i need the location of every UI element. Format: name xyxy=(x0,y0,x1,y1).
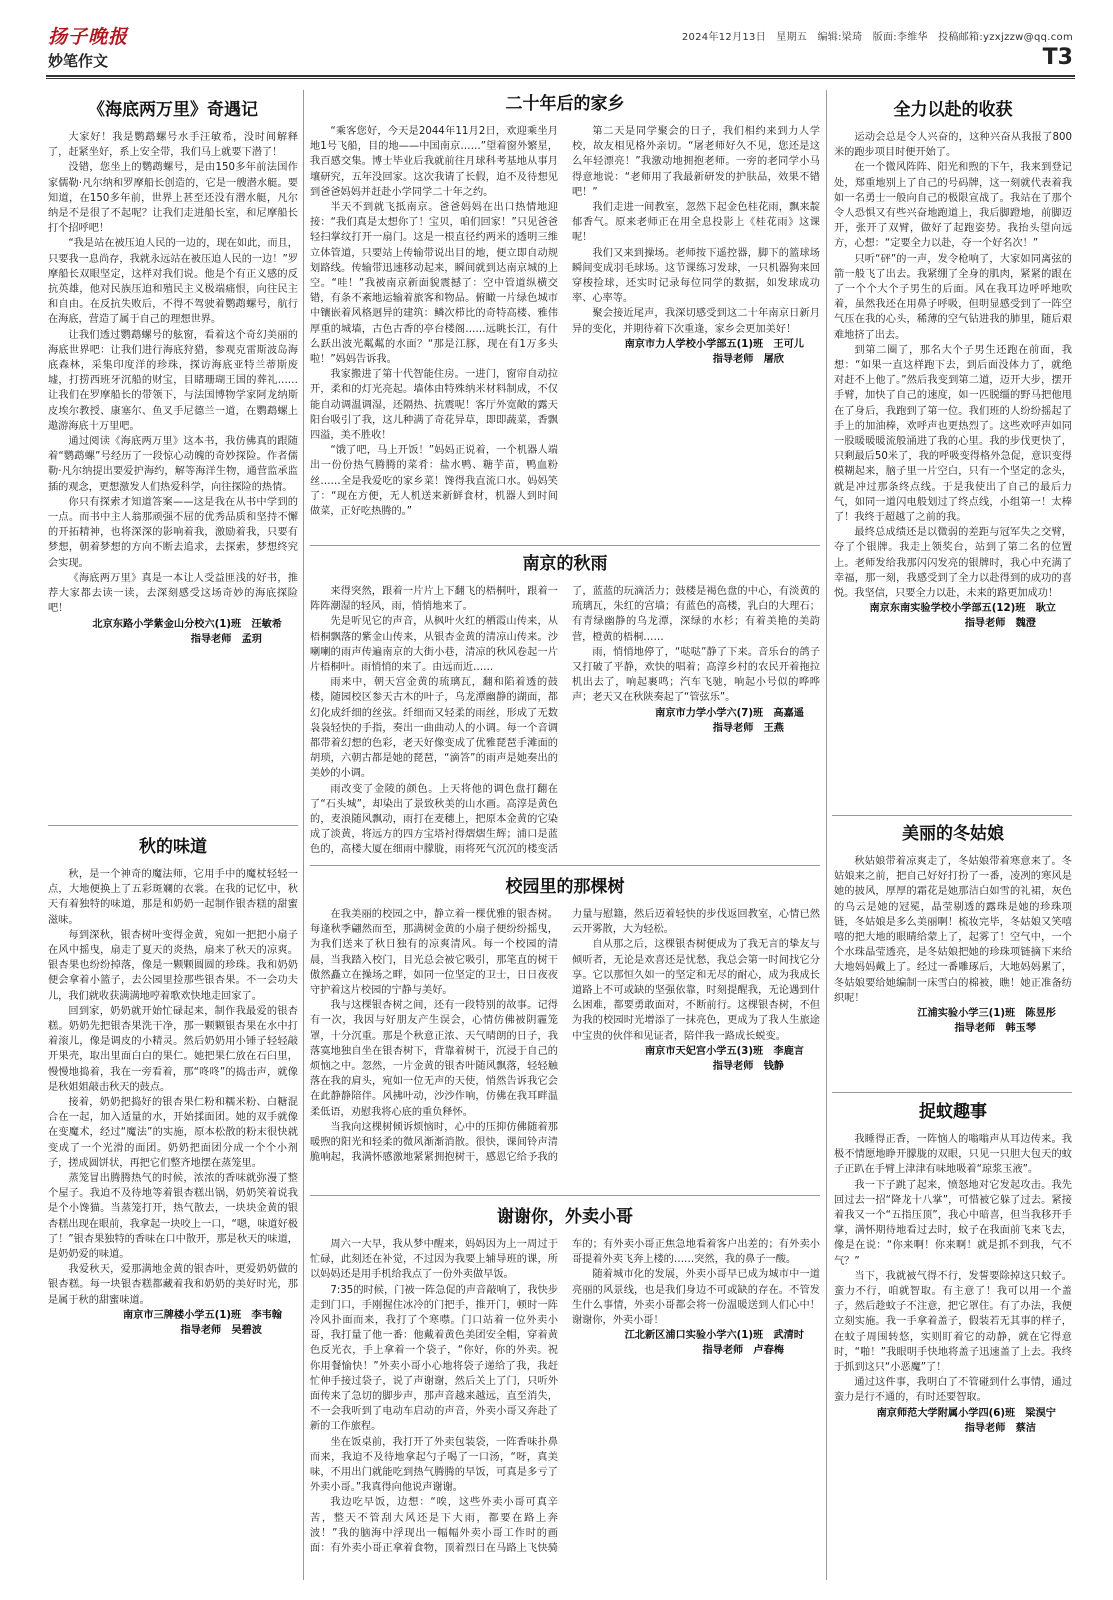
article-divider xyxy=(832,1092,1072,1093)
paragraph: 没错，您坐上的鹦鹉螺号，是由150多年前法国作家儒勒·凡尔纳和罗摩船长创造的，它是一艘潜水艇。要知道，在150多年前，世界上甚至还没有潜水艇，凡尔纳是不是很了不起呢？让我们走进船长室，和尼摩船长打个招呼吧！ xyxy=(48,162,298,235)
article-title: 美丽的冬姑娘 xyxy=(902,824,1004,844)
teacher-line: 指导老师 屠欣 xyxy=(712,353,784,365)
paragraph: 自从那之后，这棵银杏树便成为了我无言的挚友与倾听者，无论是欢喜还是忧愁，我总会第一时间找它分享。它以那恒久如一的坚定和无尽的耐心，成为我成长道路上不可或缺的坚强依靠，时刻提醒我，无论遇到什么困难，都要勇敢面对，不断前行。这棵银杏树，不但为我的校园时光增添了一抹亮色，更成为了我人生旅途中宝贵的伙伴和见证者，陪伴我一路成长蜕变。 xyxy=(572,939,820,1042)
issue-info: 2024年12月13日 星期五 编辑:梁琦 版面:李维华 投稿邮箱:yzxjzzw@qq.com xyxy=(681,32,1073,43)
teacher-line: 指导老师 王燕 xyxy=(712,722,784,734)
paragraph: 让我们透过鹦鹉螺号的舷窗，看着这个奇幻美丽的海底世界吧：让我们进行海底狩猎，参观克雷斯波岛海底森林，采集印度洋的珍珠，探访海底亚特兰蒂斯废墟，打捞西班牙沉船的财宝，目睹珊瑚王国的葬礼……让我们在罗摩船长的带领下，与法国博物学家阿龙纳斯皮埃尔教授、康塞尔、鱼叉手尼德兰一道，在鹦鹉螺上遨游海底十万里吧。 xyxy=(48,329,298,432)
paragraph: 《海底两万里》真是一本让人受益匪浅的好书，推荐大家都去读一读，去深刻感受这场奇妙的海底探险吧！ xyxy=(48,572,298,615)
paragraph: 我们走进一间教室，忽然下起金色桂花雨，飘来靛郁香气。原来老师正在用全息投影上《桂花雨》这课呢！ xyxy=(572,202,820,244)
article-title: 秋的味道 xyxy=(139,837,207,857)
article-mosquito xyxy=(834,1100,1072,1585)
paragraph: 我家搬进了第十代智能住房。一进门，窗帘自动拉开，柔和的灯光亮起。墙体由特殊纳米材料制成，不仅能自动调温调湿，还隔热、抗震呢！客厅外宽敞的露天阳台吸引了我，这儿种满了奇花异草，即即蔬菜，香飘四溢，美不胜收！ xyxy=(310,369,558,442)
paragraph: 蒸笼冒出腾腾热气的时候，浓浓的香味就弥漫了整个屋子。我迫不及待地等着银杏糕出锅，奶奶笑着说我是个小馋猫。当蒸笼打开，热气散去，一块块金黄的银杏糕出现在眼前，我拿起一块咬上一口，“嗯，味道好极了！”银杏果独特的香味在口中散开，那是秋天的味道，是奶奶爱的味道。 xyxy=(48,1173,298,1261)
page-number: T3 xyxy=(1042,45,1073,70)
header-rule-thin xyxy=(46,78,1075,79)
paragraph: 通过阅读《海底两万里》这本书，我仿佛真的跟随着“鹦鹉螺”号经历了一段惊心动魄的奇妙探险。作者儒勒·凡尔纳提出要爱护海约，解等海洋生物，通营监承监插的观念，更想激发人们热爱科学，向往探险的热情。 xyxy=(48,436,298,493)
paragraph: 先是听见它的声音，从枫叶火红的栖霞山传来，从梧桐飘落的紫金山传来，从银杏金黄的清凉山传来。沙喇喇的雨声传遍南京的大街小巷，清凉的秋风卷起一片片梧桐叶。雨悄悄的来了。由远而近…… xyxy=(310,616,558,674)
paragraph: 半天不到就飞抵南京。爸爸妈妈在出口热情地迎接：“我们真是太想你了！宝贝，咱们回家！”只见爸爸轻扫掌纹打开一扇门。这是一根直径约两米的透明三维立体管道，只要站上传输带说出目的地，便立即自动规划路线。传输带迅速移动起来，瞬间就到达南京城的上空。“哇！”我被南京新面貌震撼了：空中管道纵横交错，有条不紊地运输着旅客和物品。俯瞰一片绿色城市中镶嵌着风格迥异的建筑：鳞次栉比的奇特高楼、雅伟厚重的城墙，古色古香的亭台楼阁……远眺长江，有什么跃出波光粼粼的水面？“那是江豚，现在有1万多头啦！”妈妈告诉我。 xyxy=(310,202,558,366)
paragraph: 聚会接近尾声，我深切感受到这二十年南京日新月异的变化，并期待着下次重逢，家乡会更加美好！ xyxy=(572,308,820,335)
teacher-line: 指导老师 蔡洁 xyxy=(964,1422,1036,1434)
author-line: 南京师范大学附属小学四(6)班 梁淏宁 xyxy=(876,1407,1056,1419)
article-title: 二十年后的家乡 xyxy=(505,94,625,114)
paragraph: 回到家，奶奶就开始忙碌起来，制作我最爱的银杏糕。奶奶先把银杏果洗干净，那一颗颗银杏果在水中打着滚儿，像是调皮的小精灵。然后奶奶用小锤子轻轻敲开果壳，取出里面白白的果仁。她把果仁放在石臼里，慢慢地捣着，我在一旁看着，那“咚咚”的捣击声，就像是秋姐姐敲击秋天的鼓点。 xyxy=(48,1005,298,1093)
paragraph: 坐在饭桌前，我打开了外卖包装袋，一阵香味扑鼻而来，我迫不及待地拿起勺子喝了一口汤，“呀，真美味，不用出门就能吃到热气腾腾的早饭，可真是多亏了外卖小哥。”我真得向他说声谢谢。 xyxy=(310,1436,558,1494)
teacher-line: 指导老师 韩玉琴 xyxy=(954,1023,1036,1035)
paragraph: 秋，是一个神奇的魔法师，它用手中的魔杖轻轻一点，大地便换上了五彩斑斓的衣裳。在我的记忆中，秋天有着独特的味道，那是和奶奶一起制作银杏糕的甜蜜滋味。 xyxy=(48,869,298,926)
paragraph: 运动会总是令人兴奋的，这种兴奋从我报了800米的跑步项目时便开始了。 xyxy=(834,132,1072,159)
author-line: 南京东南实验学校小学部五(12)班 耿立 xyxy=(869,603,1056,615)
paragraph: 我们又来到操场。老师按下遥控器，脚下的篮球场瞬间变成羽毛球场。这节课练习发球，一只机器狗来回穿梭捡球，还实时记录每位同学的数据，如发球成功率、心率等。 xyxy=(572,247,820,305)
article-divider xyxy=(48,825,298,826)
author-line: 江北新区浦口实验小学六(1)班 武清时 xyxy=(624,1330,804,1342)
paragraph: 每到深秋，银杏树叶变得金黄，宛如一把把小扇子在风中摇曳，扇走了夏天的炎热，扇来了秋天的凉爽。银杏果也纷纷掉落，像是一颗颗圆圆的珍珠。我和奶奶便会拿着小篮子，去公园里捡那些银杏果。不一会功夫儿，我们就收获满满地哼着歌欢快地走回家了。 xyxy=(48,929,298,1002)
column-divider xyxy=(303,90,304,1580)
article-nanjing-rain xyxy=(310,552,820,862)
article-autumn-taste xyxy=(48,835,298,1585)
paragraph: 在一个微风阵阵、阳光和煦的下午，我来到登记处，郑重地别上了自己的号码牌，这一刻就代表着我如一名勇士一般向自己的极限宣战了。我站在了那个令人恐惧又有些兴奋地跑道上，我后脚蹬地，前脚迈开，张开了双臂，做好了起跑姿势。我抬头望向远方，心想：“定要全力以赴，夺一个好名次！” xyxy=(834,162,1072,250)
teacher-line: 指导老师 吴碧波 xyxy=(180,1324,262,1336)
column-divider xyxy=(826,90,827,1580)
article-title: 捉蚊趣事 xyxy=(919,1102,987,1122)
paragraph: 来得突然，跟着一片片上下翻飞的梧桐叶，跟着一阵阵潮湿的轻风，雨，悄悄地来了。 xyxy=(310,586,558,613)
article-title: 全力以赴的收获 xyxy=(893,100,1013,120)
paragraph: 雨，悄悄地停了，“哒哒”静了下来。音乐台的鸽子又打破了平静，欢快的唱着；高淳乡村的农民开着拖拉机出去了，响起裹鸣；汽车飞驰，响起小号似的哗哗声；老天又在秋陕奏起了“管弦乐”。 xyxy=(572,646,820,704)
teacher-line: 指导老师 孟玥 xyxy=(190,633,262,645)
article-campus-tree xyxy=(310,875,820,1193)
article-delivery xyxy=(310,1205,820,1585)
article-divider xyxy=(310,1195,820,1196)
author-line: 南京市三牌楼小学五(1)班 李韦翰 xyxy=(122,1309,282,1321)
paragraph: 当下，我就被气得不行，发誓要除掉这只蚊子。蛮力不行，咱就智取。有主意了！我可以用一个盖子，然后趁蚊子不注意，把它罩住。有了办法，我便立刻实施。我一手拿着盖子，假装若无其事的样子，在蚊子周围转悠，实则盯着它的动静，就在它得意时，“啪！”我眼明手快地将盖子迅速盖了上去。我终于抓到这只“小恶魔”了！ xyxy=(834,1270,1072,1374)
article-hometown-future xyxy=(310,92,820,542)
paragraph: 通过这件事，我明白了不管碰到什么事情，通过蛮力是行不通的，有时还要智取。 xyxy=(834,1377,1072,1404)
paragraph: 接着，奶奶把捣好的银杏果仁粉和糯米粉、白糖混合在一起，加入适量的水，开始揉面团。她的双手就像在变魔术，经过“魔法”的实施，原本松散的粉末很快就变成了一个光滑的面团。奶奶把面团分成一个个小剂子，搓成圆饼状，再把它们整齐地摆在蒸笼里。 xyxy=(48,1097,298,1169)
paragraph: 第二天是同学聚会的日子，我们相约来到力人学校，故友相见格外亲切。“屠老师好久不见，您还是这么年轻漂亮！”我激动地拥抱老师。一旁的老同学小马得意地说：“老师用了我最新研发的护肤品，效果不错吧！” xyxy=(572,126,820,198)
article-title: 谢谢你，外卖小哥 xyxy=(497,1207,633,1227)
article-sea xyxy=(48,98,298,823)
article-divider xyxy=(310,865,820,866)
paragraph: 到第二圈了，那名大个子男生还跑在前面，我想：“如果一直这样跑下去，到后面没体力了，就绝对赶不上他了。”然后我变到第二道，迈开大步，摆开手臂，加快了自己的速度，如一匹脱缰的野马把他甩在了身后，我跑到了第一位。我们班的人纷纷摇起了手上的加油棒，欢呼声也更热烈了。这些欢呼声如同一股暖暖暖流般涌进了我的心里。我的步伐更快了，只剩最后50米了，我的呼吸变得格外急促，意识变得模糊起来，脑子里一片空白，只有一个坚定的念头，就是冲过那条终点线。于是我使出了自己的最后力气，如同一道闪电般划过了终点线，小组第一！太棒了！我终于超越了之前的我。 xyxy=(834,344,1072,524)
article-title: 《海底两万里》奇遇记 xyxy=(88,100,258,120)
teacher-line: 指导老师 魏澄 xyxy=(964,618,1036,630)
paragraph: 只听“砰”的一声，发令枪响了，大家如同离弦的箭一般飞了出去。我紧绷了全身的肌肉，紧紧的跟在了一个个大个子男生的后面。风在我耳边呼呼地吹着，虽然我还在用鼻子呼吸，但明显感受到了一阵空气压在我的心头，稀薄的空气钻进我的肺里，随后艰难地挤了出去。 xyxy=(834,253,1072,341)
teacher-line: 指导老师 卢春梅 xyxy=(702,1345,784,1357)
author-line: 江浦实验小学三(1)班 陈昱彤 xyxy=(917,1008,1056,1020)
paragraph: 你只有探索才知道答案——这是我在从书中学到的一点。而书中主人翁那顽强不屈的优秀品质和坚持不懈的开拓精神，也将深深的影响着我，激励着我，只要有梦想，朝着梦想的方向不断去追求，去探索，梦想终究会实现。 xyxy=(48,496,298,569)
author-line: 南京市力学小学六(7)班 高嘉遥 xyxy=(655,707,804,719)
paragraph: 周六一大早，我从梦中醒来，妈妈因为上一周过于忙碌，此刻还在补觉，不过因为我要上辅导班的课，所以妈妈还是用手机给我点了一份外卖做早饭。 xyxy=(310,1239,558,1281)
paragraph: 大家好！我是鹦鹉螺号水手汪敏希，没时间解释了，赶紧坐好，系上安全带，我们马上就要下潜了！ xyxy=(48,132,298,159)
paragraph: 在我美丽的校园之中，静立着一棵优雅的银杏树。每逢秋季翩然而至，那满树金黄的小扇子便纷纷摇曳，为我们送来了秋日独有的凉爽清风。每一个校园的清晨，当我踏入校门，目光总会被它吸引，那笔直的树干傲然矗立在操场之畔，如同一位坚定的卫士，日日夜夜守护着这片校园的宁静与美好。 xyxy=(310,909,558,997)
article-all-out xyxy=(834,98,1072,810)
paragraph: 我边吃早饭，边想：“唉，这些外卖小哥可真辛苦，整天不管刮大风还是下大雨，都要在路上奔波！”我的脑海中浮现出一幅幅外卖小哥工作时的画面：有外卖小哥正拿着食物，顶着烈日在马路上飞快骑车的；有外卖小哥正焦急地看着客户出差的；有外卖小哥提着外卖飞奔上楼的……突然，我的鼻子一酸。 xyxy=(310,1239,820,1555)
newspaper-header xyxy=(0,0,1113,72)
article-title: 南京的秋雨 xyxy=(522,554,608,574)
paragraph: 当我向这棵树倾诉烦恼时，心中的压抑仿佛随着那暖煦的阳光和轻柔的微风渐渐消散。很快，课间铃声清脆响起，我满怀感激地紧紧拥抱树干，感恩它给予我的力量与慰籍，然后迈着轻快的步伐返回教室，心情已然云开雾散，大为轻松。 xyxy=(310,909,820,1164)
paragraph: “我是站在被压迫人民的一边的，现在如此，而且，只要我一息尚存，我就永远站在被压迫人民的一边！”罗摩船长双眼坚定，这样对我们说。他是个有正义感的反抗英雄，他对民族压迫和殖民主义极端痛恨，向往民主和自由。在反抗失败后，不得不驾驶着鹦鹉螺号，航行在海底，营造了属于自己的理想世界。 xyxy=(48,238,298,326)
article-divider xyxy=(310,545,820,546)
author-line: 南京市力人学校小学部五(1)班 王可儿 xyxy=(624,338,804,350)
paragraph: 我一下子跳了起来，愤怒地对它发起攻击。我先回过去一招“降龙十八掌”，可惜被它躲了过去。紧接着我又一个“五指压顶”，我心中暗喜，但当我移开手掌，满怀期待地看过去时，蚊子在我面前飞来飞去，像是在说：“你来啊！你来啊！就是抓不到我，气不气？” xyxy=(834,1179,1072,1267)
article-winter-girl xyxy=(834,822,1072,1088)
article-title: 校园里的那棵树 xyxy=(505,877,625,897)
author-line: 南京市天妃宫小学五(3)班 李鹿言 xyxy=(644,1045,804,1057)
paragraph: 雨改变了金陵的颜色。上天将他的调色盘打翻在了“石头城”，却染出了景致秋美的山水画。高淳是黄色的，麦浪随风飘动，雨打在麦穗上，把原本金黄的它染成了淡黄，将远方的四方宝塔衬得熠熠生辉；浦口是蓝色的，高楼大厦在细雨中朦胧，雨将死气沉沉的楼变活了，蓝蓝的玩滴活力；鼓楼是褐色盘的中心，有淡黄的琉璃瓦，朱红的宫墙；有蓝色的高楼，乳白的大理石；有青绿幽静的乌龙潭，深绿的水杉；有着美艳的美韵营，橙黄的梧桐…… xyxy=(310,586,820,856)
newspaper-logo: 扬子晚报 xyxy=(48,26,129,48)
paragraph: 我爱秋天，爱那满地金黄的银杏叶，更爱奶奶做的银杏糕。每一块银杏糕都藏着我和奶奶的美好时光，那是属于秋的甜蜜味道。 xyxy=(48,1264,298,1306)
article-divider xyxy=(832,815,1072,816)
header-rule xyxy=(46,75,1075,77)
section-title: 妙笔作文 xyxy=(48,52,109,70)
author-line: 北京东路小学紫金山分校六(1)班 汪敏希 xyxy=(92,618,282,630)
paragraph: 最终总成绩还是以微弱的差距与冠军失之交臂，夺了个银牌。我走上领奖台，站到了第二名的位置上。老师发给我那闪闪发亮的银牌时，我心中充满了幸福，那一刻，我感受到了全力以赴得到的成功的喜悦。我坚信，只要全力以赴，未来的路更加成功！ xyxy=(834,527,1072,600)
paragraph: 我睡得正香，一阵恼人的嗡嗡声从耳边传来。我极不情愿地睁开朦胧的双眼，只见一只胆大包天的蚊子正趴在手臂上津津有味地吸着“琼浆玉液”。 xyxy=(834,1134,1072,1176)
paragraph: 7:35的时候，门被一阵急促的声音敲响了，我快步走到门口，手刚握住冰冷的门把手，推开门，顿时一阵冷风扑面而来，我打了个寒噤。门口站着一位外卖小哥，我打量了他一番：他戴着黄色美团安全帽，穿着黄色反光衣，手上拿着一个袋子，“你好，你的外卖。祝你用餐愉快！”外卖小哥小心地将袋子递给了我，我赶忙伸手接过袋子，说了声谢谢，然后关上了门，只听外面传来了急切的脚步声，那声音越来越远，直至消失，不一会我听到了电动车启动的声音，外卖小哥又奔赴了新的工作旅程。 xyxy=(310,1284,558,1433)
paragraph: 秋姑娘带着凉爽走了，冬姑娘带着寒意来了。冬姑娘来之前，把自己好好打扮了一番，凌冽的寒风是她的披风，厚厚的霜花是她那洁白如雪的礼裙，灰色的乌云是她的冠冕，晶莹剔透的露珠是她的珍珠项链，冬姑娘是多么美丽啊！梳妆完毕，冬姑娘又笑嘻嘻的把大地的眼睛给蒙上了，起雾了！空气中，一个个水珠晶莹透亮，是冬姑娘把她的珍珠项链摘下来给大地妈妈戴上了。经过一番雕琢后，大地妈妈累了，冬姑娘要给她编制一床雪白的棉被，瞧！她正准备纺织呢！ xyxy=(834,856,1072,1004)
teacher-line: 指导老师 钱静 xyxy=(712,1060,784,1072)
paragraph: “乘客您好，今天是2044年11月2日，欢迎乘坐月地1号飞船，目的地——中国南京……”望着窗外繁星，我百感交集。博士毕业后我就前往月球科考基地从事月壤研究，五年没回家。这次我请了长假，迫不及待想见到爸爸妈妈并赶赴小学同学二十年之约。 xyxy=(310,126,558,198)
paragraph: 我与这棵银杏树之间，还有一段特别的故事。记得有一次，我因与好朋友产生误会，心情仿佛被阴霾笼罩，十分沉重。那是个秋意正浓、天气晴朗的日子，我落寞地独自坐在银杏树下，背靠着树干，沉浸于自己的烦恼之中。忽然，一片金黄的银杏叶随风飘落，轻轻触落在我的肩头，宛如一位无声的天使，悄然告诉我它会在此静静陪伴。风拂叶动，沙沙作响，仿佛在我耳畔温柔低语，劝慰我将心底的重负释怀。 xyxy=(310,1000,558,1118)
paragraph: 随着城市化的发展，外卖小哥早已成为城市中一道亮丽的风景线，也是我们身边不可或缺的存在。不管发生什么事情，外卖小哥都会将一份温暖送到人们心中！谢谢你，外卖小哥！ xyxy=(572,1269,820,1327)
paragraph: 雨来中，朝天宫金黄的琉璃瓦，翻和陷着透的鼓楼，随园校区参天古木的叶子，乌龙潭幽静的湖面，都幻化成纤细的丝弦。纤细而又轻柔的雨丝，形成了无数袅袅轻快的手指，奏出一曲曲动人的小调。每一个音调都带着幻想的色彩，老天好像变成了优雅琵琶手滩面的胡琐，六朝古都是她的琵琶，“滴答”的雨声是她奏出的美妙的小调。 xyxy=(310,677,558,780)
paragraph: “饿了吧，马上开饭！”妈妈正说着，一个机器人端出一份份热气腾腾的菜肴：盐水鸭、糖芋苗，鸭血粉丝……全是我爱吃的家乡菜！馋得我直流口水。妈妈笑了：“现在方便，无人机送来新鲜食材，机器人到时间做菜，正好吃热腾的。” xyxy=(310,445,558,518)
